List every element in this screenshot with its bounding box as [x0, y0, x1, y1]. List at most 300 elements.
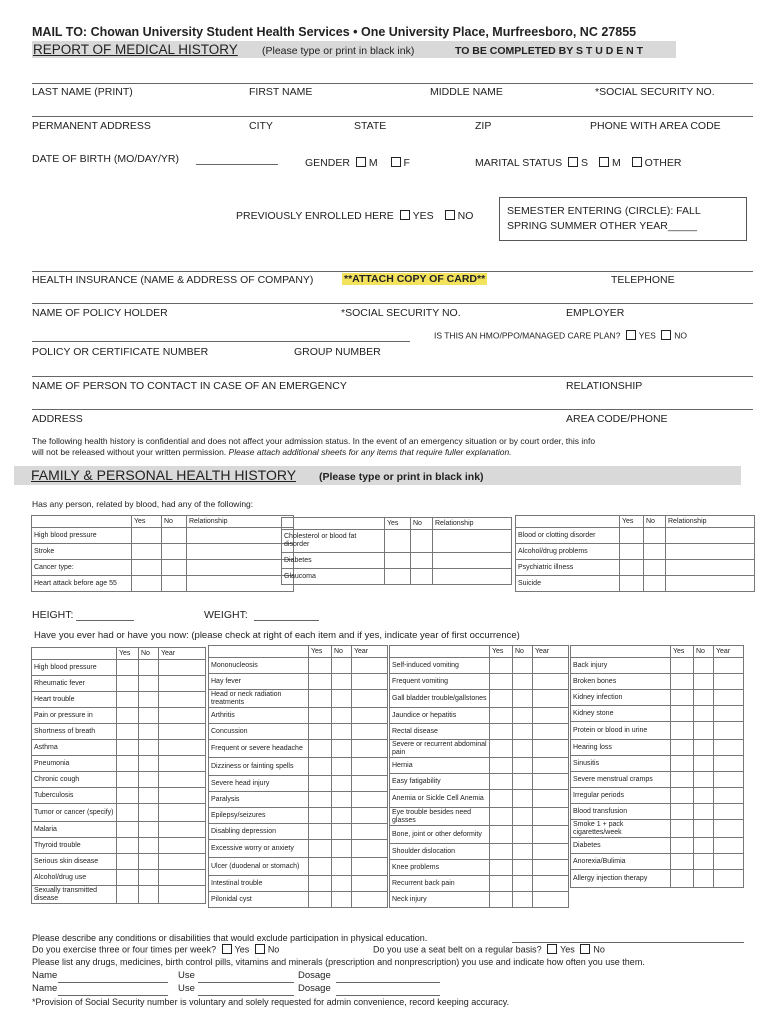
condition-label: Tuberculosis — [32, 788, 117, 804]
table-row — [209, 858, 388, 876]
emergency-contact-line[interactable] — [32, 376, 753, 377]
year-cell[interactable] — [159, 724, 206, 740]
relationship-cell[interactable] — [433, 553, 512, 569]
emergency-address-line[interactable] — [32, 409, 753, 410]
no-cell[interactable] — [139, 756, 159, 772]
no-cell[interactable] — [513, 826, 533, 844]
yes-cell[interactable] — [132, 544, 162, 560]
yes-cell[interactable] — [309, 708, 332, 724]
condition-label: Asthma — [32, 740, 117, 756]
yes-cell[interactable] — [671, 690, 694, 706]
exercise-yes-checkbox[interactable] — [222, 944, 232, 954]
year-cell[interactable] — [714, 658, 744, 674]
yes-cell[interactable] — [117, 838, 139, 854]
year-cell[interactable] — [159, 870, 206, 886]
no-cell[interactable] — [644, 560, 666, 576]
table-row — [32, 756, 206, 772]
year-cell[interactable] — [714, 788, 744, 804]
blank-header — [209, 646, 309, 658]
emergency-contact-label: NAME OF PERSON TO CONTACT IN CASE OF AN EMERGENCY — [32, 380, 347, 392]
no-cell[interactable] — [332, 674, 352, 690]
no-cell[interactable] — [694, 756, 714, 772]
yes-cell[interactable] — [490, 826, 513, 844]
no-cell[interactable] — [513, 674, 533, 690]
no-cell[interactable] — [332, 892, 352, 908]
no-cell[interactable] — [694, 706, 714, 722]
yes-cell[interactable] — [490, 674, 513, 690]
no-cell[interactable] — [332, 758, 352, 776]
relationship-cell[interactable] — [187, 528, 294, 544]
no-cell[interactable] — [513, 724, 533, 740]
year-cell[interactable] — [159, 660, 206, 676]
year-cell[interactable] — [159, 772, 206, 788]
year-cell[interactable] — [533, 892, 569, 908]
year-cell[interactable] — [352, 808, 388, 824]
yes-cell[interactable] — [117, 692, 139, 708]
no-cell[interactable] — [332, 876, 352, 892]
condition-label: Stroke — [32, 544, 132, 560]
gender-f-label: F — [403, 157, 410, 169]
relationship-cell[interactable] — [666, 544, 755, 560]
year-cell[interactable] — [533, 674, 569, 690]
condition-label: Arthritis — [209, 708, 309, 724]
year-cell[interactable] — [533, 844, 569, 860]
no-cell[interactable] — [694, 690, 714, 706]
condition-label: Epilepsy/seizures — [209, 808, 309, 824]
no-cell[interactable] — [332, 740, 352, 758]
year-cell[interactable] — [159, 788, 206, 804]
yes-cell[interactable] — [309, 892, 332, 908]
semester-box — [499, 197, 747, 241]
yes-cell[interactable] — [671, 740, 694, 756]
yes-cell[interactable] — [671, 772, 694, 788]
policy-holder-label: NAME OF POLICY HOLDER — [32, 307, 168, 319]
yes-cell[interactable] — [490, 724, 513, 740]
table-row — [32, 854, 206, 870]
no-cell[interactable] — [694, 740, 714, 756]
insurance-line[interactable] — [32, 271, 753, 272]
year-cell[interactable] — [159, 676, 206, 692]
yes-cell[interactable] — [490, 740, 513, 758]
table-row — [516, 528, 755, 544]
condition-label: Severe menstrual cramps — [571, 772, 671, 788]
table-row — [571, 706, 744, 722]
semester-line-2[interactable]: SPRING SUMMER OTHER YEAR_____ — [507, 220, 698, 232]
yes-cell[interactable] — [117, 676, 139, 692]
year-cell[interactable] — [159, 854, 206, 870]
no-cell[interactable] — [139, 854, 159, 870]
yes-cell[interactable] — [671, 788, 694, 804]
marital-m-checkbox[interactable] — [599, 157, 609, 167]
yes-cell[interactable] — [309, 808, 332, 824]
gender-m-checkbox[interactable] — [356, 157, 366, 167]
table-row — [571, 722, 744, 740]
yes-cell[interactable] — [117, 854, 139, 870]
no-cell[interactable] — [513, 774, 533, 790]
year-cell[interactable] — [352, 708, 388, 724]
yes-cell[interactable] — [117, 772, 139, 788]
zip-label: ZIP — [475, 120, 492, 132]
yes-cell[interactable] — [620, 528, 644, 544]
year-cell[interactable] — [352, 724, 388, 740]
no-cell[interactable] — [694, 722, 714, 740]
policy-number-label: POLICY OR CERTIFICATE NUMBER — [32, 346, 209, 358]
yes-cell[interactable] — [117, 724, 139, 740]
year-cell[interactable] — [714, 870, 744, 888]
yes-cell[interactable] — [671, 854, 694, 870]
year-cell[interactable] — [159, 804, 206, 822]
no-cell[interactable] — [139, 660, 159, 676]
telephone-label: TELEPHONE — [611, 274, 675, 286]
table-row — [282, 530, 512, 553]
no-cell[interactable] — [411, 530, 433, 553]
condition-label: Serious skin disease — [32, 854, 117, 870]
no-cell[interactable] — [513, 690, 533, 708]
no-cell[interactable] — [411, 569, 433, 585]
year-cell[interactable] — [533, 758, 569, 774]
no-cell[interactable] — [139, 740, 159, 756]
name-line[interactable] — [32, 83, 753, 84]
drug-use-input-1[interactable] — [198, 970, 294, 983]
condition-label: Paralysis — [209, 792, 309, 808]
relationship-cell[interactable] — [433, 569, 512, 585]
area-code-phone-label: AREA CODE/PHONE — [566, 413, 668, 425]
no-cell[interactable] — [332, 690, 352, 708]
table-row — [390, 740, 569, 758]
yes-cell[interactable] — [117, 756, 139, 772]
year-cell[interactable] — [159, 838, 206, 854]
yes-cell[interactable] — [671, 838, 694, 854]
year-cell[interactable] — [159, 708, 206, 724]
drug-name-input-2[interactable] — [58, 983, 168, 996]
no-cell[interactable] — [644, 576, 666, 592]
no-cell[interactable] — [694, 854, 714, 870]
gender-f-checkbox[interactable] — [391, 157, 401, 167]
ssn-note: *Provision of Social Security number is voluntary and solely requested for admin convenience, record keeping accuracy. — [32, 997, 510, 1007]
relationship-cell[interactable] — [666, 576, 755, 592]
yes-cell[interactable] — [490, 860, 513, 876]
yes-cell[interactable] — [117, 708, 139, 724]
address-line[interactable] — [32, 116, 753, 117]
condition-label: Bone, joint or other deformity — [390, 826, 490, 844]
no-cell[interactable] — [644, 528, 666, 544]
family-instruction: (Please type or print in black ink) — [319, 471, 484, 483]
year-cell[interactable] — [352, 674, 388, 690]
no-cell[interactable] — [162, 560, 187, 576]
yes-cell[interactable] — [117, 660, 139, 676]
no-cell[interactable] — [139, 772, 159, 788]
no-cell[interactable] — [332, 776, 352, 792]
year-cell[interactable] — [533, 658, 569, 674]
yes-cell[interactable] — [490, 774, 513, 790]
yes-cell[interactable] — [117, 788, 139, 804]
yes-cell[interactable] — [620, 560, 644, 576]
prev-enrolled-no-checkbox[interactable] — [445, 210, 455, 220]
drug-dosage-input-1[interactable] — [336, 970, 440, 983]
employer-label: EMPLOYER — [566, 307, 625, 319]
yes-cell[interactable] — [117, 740, 139, 756]
no-cell[interactable] — [644, 544, 666, 560]
yes-cell[interactable] — [309, 690, 332, 708]
no-cell[interactable] — [694, 788, 714, 804]
table-row — [516, 576, 755, 592]
year-cell[interactable] — [159, 740, 206, 756]
year-cell[interactable] — [352, 858, 388, 876]
no-cell[interactable] — [332, 724, 352, 740]
yes-cell[interactable] — [620, 576, 644, 592]
table-row — [571, 674, 744, 690]
year-cell[interactable] — [533, 876, 569, 892]
yes-cell[interactable] — [309, 724, 332, 740]
yes-cell[interactable] — [309, 876, 332, 892]
no-cell[interactable] — [139, 724, 159, 740]
no-cell[interactable] — [162, 544, 187, 560]
seatbelt-group — [373, 944, 605, 956]
condition-label: Cancer type: — [32, 560, 132, 576]
yes-cell[interactable] — [309, 674, 332, 690]
no-cell[interactable] — [694, 772, 714, 788]
col-yes: Yes — [620, 516, 644, 528]
table-row — [209, 776, 388, 792]
yes-cell[interactable] — [117, 886, 139, 904]
table-row — [390, 876, 569, 892]
year-cell[interactable] — [533, 774, 569, 790]
year-cell[interactable] — [352, 758, 388, 776]
no-cell[interactable] — [694, 658, 714, 674]
year-cell[interactable] — [533, 790, 569, 808]
no-cell[interactable] — [139, 692, 159, 708]
no-cell[interactable] — [139, 708, 159, 724]
no-cell[interactable] — [513, 892, 533, 908]
no-cell[interactable] — [332, 708, 352, 724]
table-row — [571, 756, 744, 772]
year-cell[interactable] — [159, 822, 206, 838]
relationship-cell[interactable] — [433, 530, 512, 553]
year-cell[interactable] — [533, 826, 569, 844]
year-cell[interactable] — [714, 838, 744, 854]
year-cell[interactable] — [714, 772, 744, 788]
yes-cell[interactable] — [490, 658, 513, 674]
no-cell[interactable] — [513, 758, 533, 774]
yes-cell[interactable] — [117, 822, 139, 838]
condition-label: Severe head injury — [209, 776, 309, 792]
year-cell[interactable] — [352, 740, 388, 758]
yes-cell[interactable] — [309, 792, 332, 808]
no-cell[interactable] — [139, 886, 159, 904]
policy-number-line[interactable] — [32, 341, 410, 342]
permanent-address-label: PERMANENT ADDRESS — [32, 120, 151, 132]
relationship-cell[interactable] — [187, 560, 294, 576]
year-cell[interactable] — [533, 860, 569, 876]
no-cell[interactable] — [332, 824, 352, 840]
yes-cell[interactable] — [671, 756, 694, 772]
yes-cell[interactable] — [620, 544, 644, 560]
yes-cell[interactable] — [117, 804, 139, 822]
no-cell[interactable] — [162, 576, 187, 592]
condition-label: Protein or blood in urine — [571, 722, 671, 740]
no-cell[interactable] — [332, 858, 352, 876]
no-cell[interactable] — [694, 870, 714, 888]
yes-cell[interactable] — [671, 706, 694, 722]
year-cell[interactable] — [352, 792, 388, 808]
year-cell[interactable] — [352, 658, 388, 674]
yes-cell[interactable] — [671, 804, 694, 820]
yes-cell[interactable] — [385, 530, 411, 553]
condition-label: Blood or clotting disorder — [516, 528, 620, 544]
relationship-cell[interactable] — [666, 528, 755, 544]
no-cell[interactable] — [694, 838, 714, 854]
yes-cell[interactable] — [132, 576, 162, 592]
no-cell[interactable] — [513, 790, 533, 808]
yes-cell[interactable] — [132, 528, 162, 544]
yes-cell[interactable] — [490, 790, 513, 808]
yes-cell[interactable] — [671, 820, 694, 838]
yes-cell[interactable] — [490, 844, 513, 860]
yes-cell[interactable] — [490, 892, 513, 908]
year-cell[interactable] — [352, 690, 388, 708]
year-cell[interactable] — [352, 824, 388, 840]
no-cell[interactable] — [139, 822, 159, 838]
policy-holder-line[interactable] — [32, 303, 753, 304]
yes-cell[interactable] — [132, 560, 162, 576]
year-cell[interactable] — [533, 808, 569, 826]
no-cell[interactable] — [513, 658, 533, 674]
no-cell[interactable] — [139, 838, 159, 854]
year-cell[interactable] — [159, 886, 206, 904]
no-cell[interactable] — [513, 708, 533, 724]
prev-enrolled-label: PREVIOUSLY ENROLLED HERE — [236, 210, 394, 222]
dob-input[interactable] — [196, 152, 278, 165]
year-cell[interactable] — [352, 776, 388, 792]
condition-label: Dizziness or fainting spells — [209, 758, 309, 776]
no-cell[interactable] — [694, 804, 714, 820]
no-cell[interactable] — [694, 674, 714, 690]
year-cell[interactable] — [714, 804, 744, 820]
no-cell[interactable] — [139, 676, 159, 692]
year-cell[interactable] — [533, 740, 569, 758]
prev-enrolled-yes-checkbox[interactable] — [400, 210, 410, 220]
year-cell[interactable] — [714, 690, 744, 706]
table-row — [390, 724, 569, 740]
yes-cell[interactable] — [309, 740, 332, 758]
no-cell[interactable] — [513, 844, 533, 860]
year-cell[interactable] — [533, 708, 569, 724]
no-cell[interactable] — [139, 870, 159, 886]
yes-cell[interactable] — [309, 824, 332, 840]
no-cell[interactable] — [162, 528, 187, 544]
yes-cell[interactable] — [117, 870, 139, 886]
table-row — [32, 788, 206, 804]
drug-dosage-input-2[interactable] — [336, 983, 440, 996]
height-input[interactable] — [76, 608, 134, 621]
marital-other-checkbox[interactable] — [632, 157, 642, 167]
condition-label: Sinusitis — [571, 756, 671, 772]
year-cell[interactable] — [533, 690, 569, 708]
no-cell[interactable] — [332, 658, 352, 674]
col-yes: Yes — [385, 518, 411, 530]
describe-conditions-line[interactable] — [512, 942, 744, 943]
yes-cell[interactable] — [309, 776, 332, 792]
year-cell[interactable] — [352, 876, 388, 892]
yes-cell[interactable] — [385, 569, 411, 585]
year-cell[interactable] — [352, 840, 388, 858]
year-cell[interactable] — [714, 674, 744, 690]
year-cell[interactable] — [714, 756, 744, 772]
no-cell[interactable] — [332, 792, 352, 808]
relationship-cell[interactable] — [187, 576, 294, 592]
yes-cell[interactable] — [490, 690, 513, 708]
yes-cell[interactable] — [309, 858, 332, 876]
yes-cell[interactable] — [671, 722, 694, 740]
condition-label: Hay fever — [209, 674, 309, 690]
no-cell[interactable] — [139, 804, 159, 822]
table-row — [32, 804, 206, 822]
no-cell[interactable] — [513, 740, 533, 758]
no-cell[interactable] — [411, 553, 433, 569]
table-row — [32, 708, 206, 724]
seatbelt-no-checkbox[interactable] — [580, 944, 590, 954]
yes-cell[interactable] — [490, 876, 513, 892]
hmo-no-checkbox[interactable] — [661, 330, 671, 340]
no-cell[interactable] — [513, 876, 533, 892]
yes-cell[interactable] — [490, 758, 513, 774]
marital-s-checkbox[interactable] — [568, 157, 578, 167]
relationship-cell[interactable] — [666, 560, 755, 576]
table-row — [390, 790, 569, 808]
no-cell[interactable] — [139, 788, 159, 804]
year-cell[interactable] — [352, 892, 388, 908]
drug-use-input-2[interactable] — [198, 983, 294, 996]
year-cell[interactable] — [714, 854, 744, 870]
drug-name-input-1[interactable] — [58, 970, 168, 983]
yes-cell[interactable] — [309, 658, 332, 674]
blank-header — [390, 646, 490, 658]
relationship-cell[interactable] — [187, 544, 294, 560]
year-cell[interactable] — [714, 820, 744, 838]
no-cell[interactable] — [513, 860, 533, 876]
yes-cell[interactable] — [490, 708, 513, 724]
hmo-yes-checkbox[interactable] — [626, 330, 636, 340]
condition-label: Self-induced vomiting — [390, 658, 490, 674]
yes-cell[interactable] — [671, 674, 694, 690]
exercise-no-checkbox[interactable] — [255, 944, 265, 954]
year-cell[interactable] — [159, 756, 206, 772]
condition-label: Frequent vomiting — [390, 674, 490, 690]
year-cell[interactable] — [714, 740, 744, 756]
no-cell[interactable] — [694, 820, 714, 838]
yes-cell[interactable] — [385, 553, 411, 569]
yes-cell[interactable] — [671, 658, 694, 674]
year-cell[interactable] — [714, 722, 744, 740]
weight-input[interactable] — [254, 608, 319, 621]
year-cell[interactable] — [533, 724, 569, 740]
yes-cell[interactable] — [490, 808, 513, 826]
yes-cell[interactable] — [309, 840, 332, 858]
no-cell[interactable] — [332, 840, 352, 858]
year-cell[interactable] — [159, 692, 206, 708]
year-cell[interactable] — [714, 706, 744, 722]
condition-label: Anorexia/Bulimia — [571, 854, 671, 870]
no-cell[interactable] — [332, 808, 352, 824]
table-row — [32, 676, 206, 692]
yes-cell[interactable] — [309, 758, 332, 776]
condition-label: Disabling depression — [209, 824, 309, 840]
seatbelt-yes-checkbox[interactable] — [547, 944, 557, 954]
no-cell[interactable] — [513, 808, 533, 826]
yes-cell[interactable] — [671, 870, 694, 888]
condition-label: High blood pressure — [32, 528, 132, 544]
condition-label: Allergy injection therapy — [571, 870, 671, 888]
